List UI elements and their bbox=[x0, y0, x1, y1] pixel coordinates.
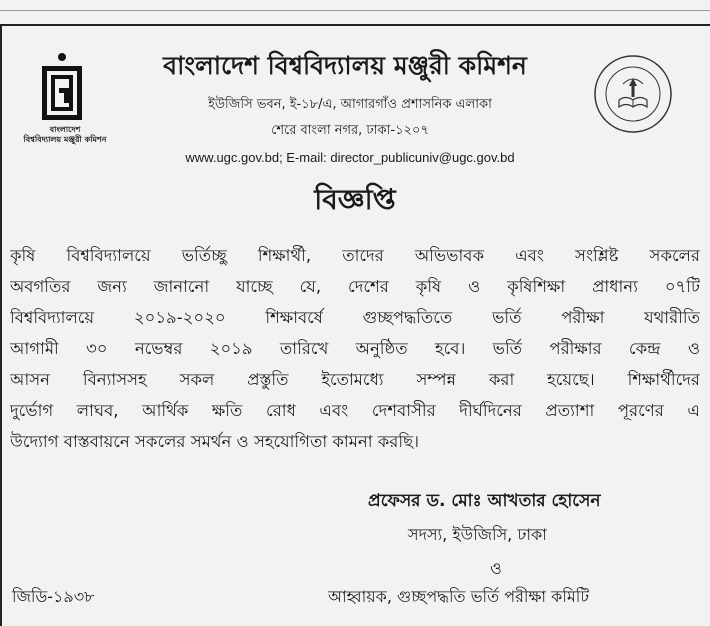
signatory-role: আহ্বায়ক, গুচ্ছপদ্ধতি ভর্তি পরীক্ষা কমিটি bbox=[328, 587, 590, 606]
notice-body bbox=[10, 240, 700, 457]
signatory-name: প্রফেসর ড. মোঃ আখতার হোসেন bbox=[368, 491, 601, 511]
address-line-2: শেরে বাংলা নগর, ঢাকা-১২০৭ bbox=[271, 123, 429, 138]
notice-line: কৃষি বিশ্ববিদ্যালয়ে ভর্তিচ্ছু শিক্ষার্থী, তাদের অভিভাবক এবং সংশ্লিষ্ট সকলের bbox=[10, 246, 700, 265]
education-seal-icon bbox=[593, 54, 673, 134]
notice-line: আগামী ৩০ নভেম্বর ২০১৯ তারিখে অনুষ্ঠিত হবে। ভর্তি পরীক্ষার কেন্দ্র ও bbox=[10, 339, 700, 358]
logo-caption-line2: বিশ্ববিদ্যালয় মঞ্জুরী কমিশন bbox=[23, 135, 107, 144]
notice-line: উদ্যোগ বাস্তবায়নে সকলের সমর্থন ও সহযোগিতা কামনা করছি। bbox=[10, 432, 419, 451]
notice-line: বিশ্ববিদ্যালয়ে ২০১৯-২০২০ শিক্ষাবর্ষে গুচ্ছপদ্ধতিতে ভর্তি পরীক্ষা যথারীতি bbox=[10, 308, 700, 327]
signatory-conjunction: ও bbox=[490, 559, 502, 578]
logo-caption bbox=[0, 125, 130, 145]
notice-line: দুর্ভোগ লাঘব, আর্থিক ক্ষতি রোধ এবং দেশবাসীর দীর্ঘদিনের প্রত্যাশা পূরণের এ bbox=[10, 401, 700, 420]
logo-caption-line1: বাংলাদেশ bbox=[49, 125, 81, 134]
gd-number: জিডি-১৯৩৮ bbox=[12, 587, 95, 606]
web-email-line: www.ugc.gov.bd; E-mail: director_publicuniv@ugc.gov.bd bbox=[185, 150, 515, 165]
signatory-title: সদস্য, ইউজিসি, ঢাকা bbox=[408, 525, 547, 544]
notice-heading: বিজ্ঞপ্তি bbox=[314, 183, 396, 216]
top-rule bbox=[0, 10, 710, 11]
notice-line: আসন বিন্যাসসহ সকল প্রস্তুতি ইতোমধ্যে সম্পন্ন করা হয়েছে। শিক্ষার্থীদের bbox=[10, 370, 700, 389]
notice-line: অবগতির জন্য জানানো যাচ্ছে যে, দেশের কৃষি ও কৃষিশিক্ষা প্রাধান্য ০৭টি bbox=[10, 277, 700, 296]
address-line-1: ইউজিসি ভবন, ই-১৮/এ, আগারগাঁও প্রশাসনিক এলাকা bbox=[208, 97, 492, 112]
organization-title: বাংলাদেশ বিশ্ববিদ্যালয় মঞ্জুরী কমিশন bbox=[163, 51, 527, 80]
ugc-logo-icon bbox=[40, 52, 84, 122]
